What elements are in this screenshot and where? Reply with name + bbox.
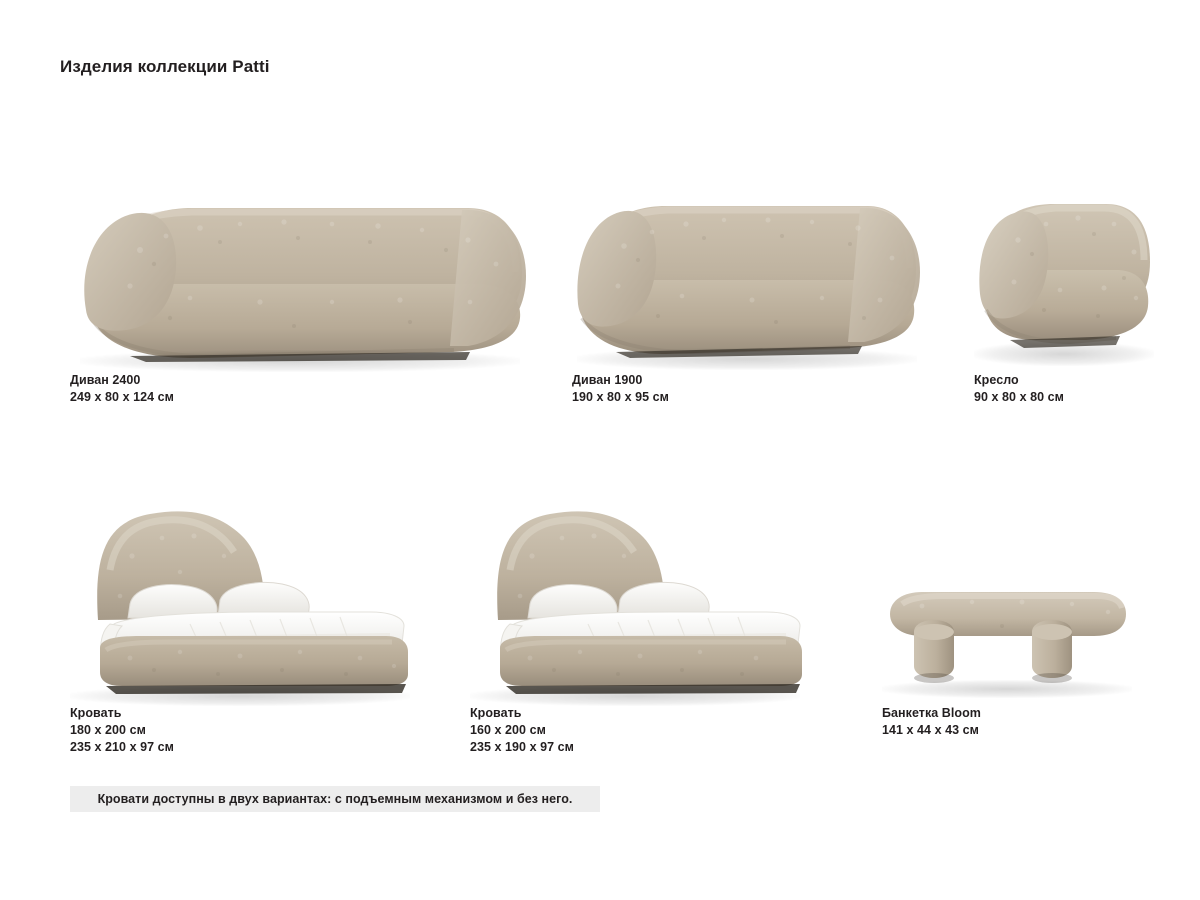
product-caption-sofa-1900 bbox=[572, 372, 669, 406]
product-card-sofa-1900 bbox=[572, 190, 922, 404]
availability-note-text: Кровати доступны в двух вариантах: с подъемным механизмом и без него. bbox=[97, 792, 573, 806]
product-dimensions: 249 x 80 x 124 см bbox=[70, 390, 174, 404]
product-caption-bed-180 bbox=[70, 705, 174, 756]
product-size: 180 x 200 см bbox=[70, 723, 146, 737]
product-image-armchair bbox=[974, 190, 1154, 370]
product-card-sofa-2400 bbox=[70, 190, 530, 404]
product-dimensions: 90 x 80 x 80 см bbox=[974, 390, 1064, 404]
product-card-bed-180 bbox=[70, 500, 470, 754]
product-name: Диван 1900 bbox=[572, 373, 643, 387]
product-caption-bed-160 bbox=[470, 705, 574, 756]
product-dimensions: 235 x 190 x 97 см bbox=[470, 740, 574, 754]
product-dimensions: 190 x 80 x 95 см bbox=[572, 390, 669, 404]
page-title: Изделия коллекции Patti bbox=[60, 57, 270, 77]
product-image-sofa-1900 bbox=[572, 190, 922, 370]
product-name: Кровать bbox=[70, 706, 122, 720]
product-caption-bench-bloom bbox=[882, 705, 981, 739]
product-caption-sofa-2400 bbox=[70, 372, 174, 406]
product-card-bench-bloom bbox=[882, 580, 1142, 737]
product-name: Банкетка Bloom bbox=[882, 706, 981, 720]
availability-note bbox=[70, 786, 600, 812]
product-card-armchair bbox=[974, 190, 1154, 404]
product-image-bench-bloom bbox=[882, 580, 1142, 700]
product-name: Кровать bbox=[470, 706, 522, 720]
product-size: 160 x 200 см bbox=[470, 723, 546, 737]
product-image-bed-180 bbox=[70, 500, 470, 700]
product-name: Диван 2400 bbox=[70, 373, 141, 387]
product-name: Кресло bbox=[974, 373, 1019, 387]
product-image-bed-160 bbox=[470, 500, 830, 700]
product-caption-armchair bbox=[974, 372, 1064, 406]
product-dimensions: 141 x 44 x 43 см bbox=[882, 723, 979, 737]
product-image-sofa-2400 bbox=[70, 190, 530, 370]
product-dimensions: 235 x 210 x 97 см bbox=[70, 740, 174, 754]
product-card-bed-160 bbox=[470, 500, 830, 754]
